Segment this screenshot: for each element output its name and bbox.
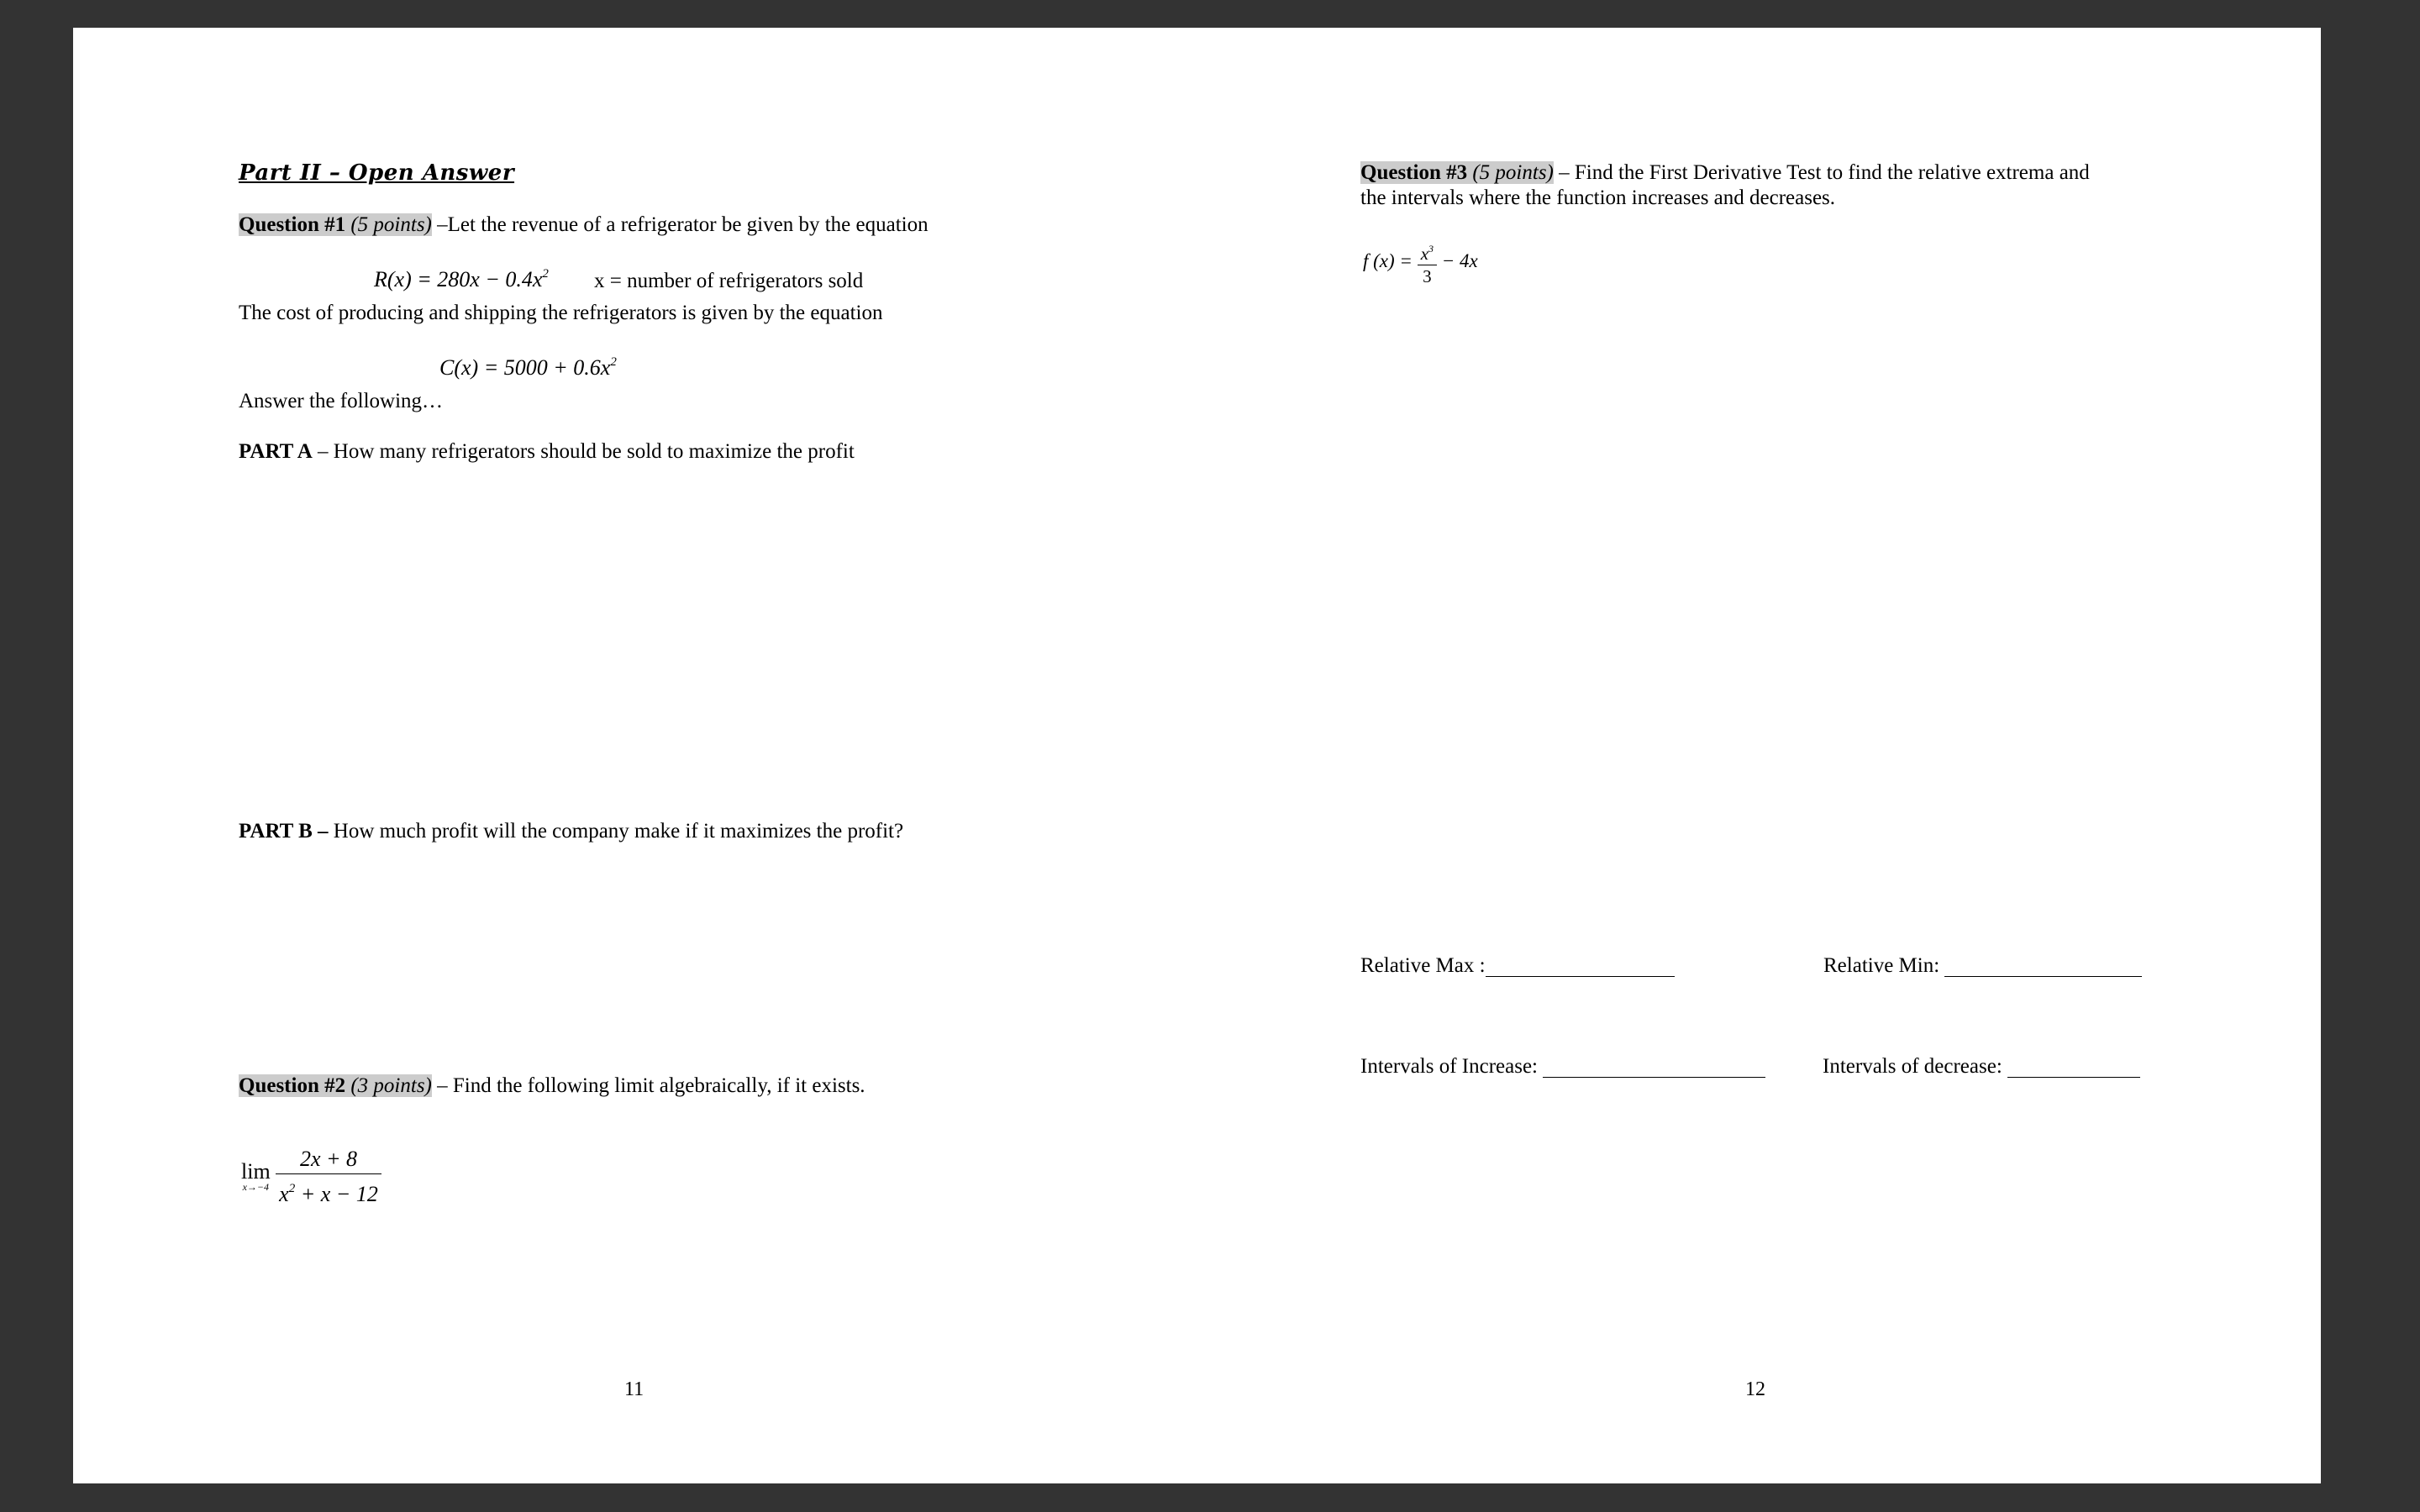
question-3-points: (5 points): [1472, 161, 1554, 184]
question-3-label: Question #3: [1360, 161, 1468, 184]
question-1-label: Question #1: [239, 213, 346, 236]
question-3-text-line1: – Find the First Derivative Test to find the relative extrema and: [1553, 161, 2090, 184]
question-2-label: Question #2: [239, 1074, 346, 1097]
intervals-decrease-label: Intervals of decrease:: [1823, 1055, 2008, 1078]
question-3-heading: [1360, 160, 2090, 186]
x-definition: x = number of refrigerators sold: [594, 270, 864, 292]
relative-min-blank[interactable]: [1944, 958, 2142, 977]
part-b: [239, 819, 903, 844]
question-2-heading: [239, 1074, 865, 1099]
intervals-decrease-blank[interactable]: [2007, 1058, 2140, 1078]
cost-intro: The cost of producing and shipping the refrigerators is given by the equation: [239, 302, 883, 324]
question-1-points: (5 points): [350, 213, 432, 236]
intervals-increase-blank[interactable]: [1543, 1058, 1765, 1078]
question-3-text-line2: the intervals where the function increases and decreases.: [1360, 186, 1836, 209]
relative-min-field: [1823, 953, 2142, 979]
revenue-equation: $R(x) = 280x - 0.4x^2$: [374, 267, 549, 291]
limit-operator: lim: [241, 1159, 271, 1184]
document-spread: [73, 28, 2321, 1483]
answer-prompt: Answer the following…: [239, 390, 444, 412]
part-a: [239, 439, 855, 465]
page-number-left: 11: [624, 1378, 644, 1400]
part-b-label: PART B –: [239, 820, 334, 843]
relative-min-label: Relative Min:: [1823, 954, 1945, 977]
relative-max-blank[interactable]: [1486, 958, 1675, 977]
section-title: Part II – Open Answer: [239, 160, 515, 186]
relative-max-field: [1360, 953, 1675, 979]
cost-equation: $C(x) = 5000 + 0.6x^2$: [439, 355, 617, 380]
limit-numerator: 2x + 8: [299, 1147, 358, 1171]
limit-subscript: x→−4: [242, 1181, 270, 1193]
question-2-text: – Find the following limit algebraically, if it exists.: [431, 1074, 865, 1097]
limit-fraction: [276, 1145, 381, 1209]
page-number-right: 12: [1745, 1378, 1765, 1400]
intervals-increase-label: Intervals of Increase:: [1360, 1055, 1544, 1078]
part-a-text: – How many refrigerators should be sold to maximize the profit: [312, 440, 855, 463]
part-a-label: PART A: [239, 440, 313, 463]
question-1-heading: [239, 213, 929, 238]
relative-max-label: Relative Max :: [1360, 954, 1486, 977]
function-expression: f (x) = $\frac{x^3}{3}$ − 4x: [1363, 243, 1478, 286]
intervals-decrease-field: [1823, 1054, 2140, 1079]
limit-expression: [241, 1145, 381, 1209]
limit-denominator: $x^2 + x - 12$: [276, 1173, 381, 1209]
question-2-points: (3 points): [350, 1074, 432, 1097]
part-b-text: How much profit will the company make if it maximizes the profit?: [333, 820, 904, 843]
question-1-text: –Let the revenue of a refrigerator be given by the equation: [431, 213, 929, 236]
intervals-increase-field: [1360, 1054, 1765, 1079]
